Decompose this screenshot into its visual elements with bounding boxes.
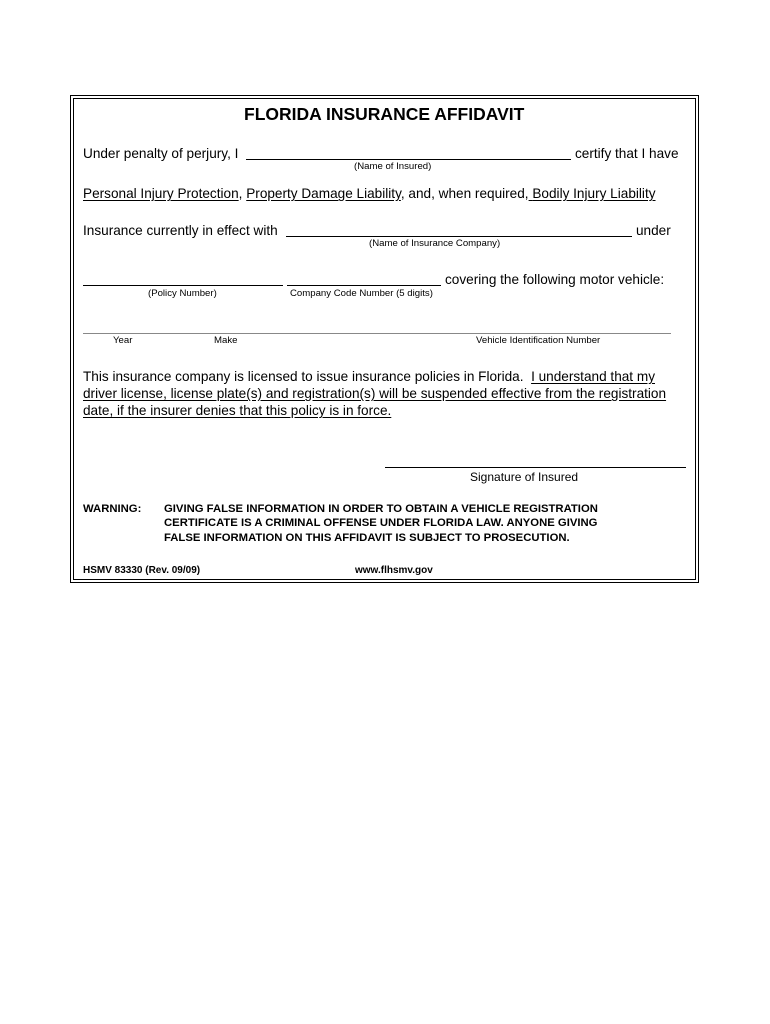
statement-line-1	[83, 370, 655, 384]
coverage-separator: ,	[238, 186, 243, 201]
policy-number-field[interactable]	[83, 285, 283, 286]
insurance-company-caption: (Name of Insurance Company)	[369, 238, 501, 249]
warning-line-1: GIVING FALSE INFORMATION IN ORDER TO OBTAIN A VEHICLE REGISTRATION	[164, 503, 598, 515]
warning-line-3: FALSE INFORMATION ON THIS AFFIDAVIT IS SUBJECT TO PROSECUTION.	[164, 532, 570, 544]
vehicle-info-field[interactable]	[83, 333, 671, 334]
signature-caption: Signature of Insured	[470, 470, 579, 484]
vehicle-coverage-text: covering the following motor vehicle:	[445, 272, 665, 287]
insured-name-field[interactable]	[246, 159, 571, 160]
vehicle-vin-caption: Vehicle Identification Number	[476, 335, 601, 346]
bil-coverage: Bodily Injury Liability	[532, 186, 656, 201]
vehicle-make-caption: Make	[214, 335, 238, 346]
coverage-line	[83, 187, 656, 201]
form-number: HSMV 83330 (Rev. 09/09)	[83, 565, 201, 576]
statement-plain: This insurance company is licensed to issue insurance policies in Florida.	[83, 369, 524, 384]
signature-field[interactable]	[385, 467, 686, 468]
penalty-statement-suffix: certify that I have	[575, 146, 679, 161]
website-link[interactable]: www.flhsmv.gov	[355, 565, 433, 576]
vehicle-year-caption: Year	[113, 335, 133, 346]
statement-underlined-1: I understand that my	[531, 369, 655, 384]
warning-label: WARNING:	[83, 503, 142, 515]
insured-name-caption: (Name of Insured)	[354, 161, 432, 172]
insurance-company-prefix: Insurance currently in effect with	[83, 223, 278, 238]
pdl-coverage: Property Damage Liability	[246, 186, 401, 201]
company-code-field[interactable]	[287, 285, 441, 286]
form-title: FLORIDA INSURANCE AFFIDAVIT	[244, 104, 525, 124]
statement-line-3: date, if the insurer denies that this policy is in force.	[83, 403, 392, 418]
insurance-company-suffix: under	[636, 223, 671, 238]
insurance-company-field[interactable]	[286, 236, 632, 237]
penalty-statement-prefix: Under penalty of perjury, I	[83, 146, 239, 161]
statement-line-2: driver license, license plate(s) and registration(s) will be suspended effective from the registration	[83, 386, 667, 401]
company-code-caption: Company Code Number (5 digits)	[290, 288, 433, 299]
pip-coverage: Personal Injury Protection	[83, 186, 239, 201]
policy-number-caption: (Policy Number)	[148, 288, 217, 299]
coverage-middle: , and, when required,	[400, 186, 529, 201]
warning-line-2: CERTIFICATE IS A CRIMINAL OFFENSE UNDER FLORIDA LAW. ANYONE GIVING	[164, 517, 598, 529]
